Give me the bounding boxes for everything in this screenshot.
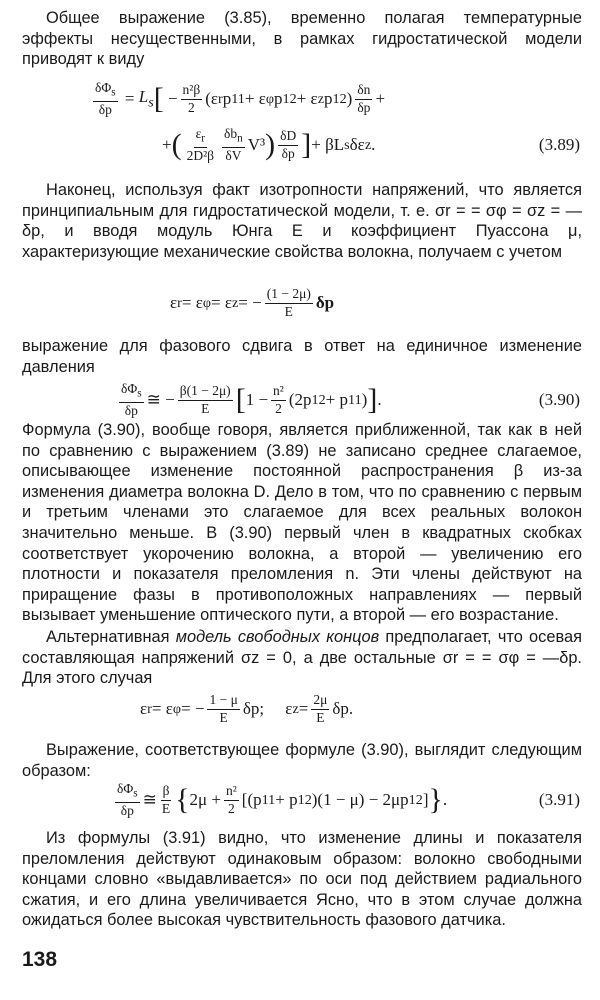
paragraph-free-ends: Альтернативная модель свободных концов предполагает, что осевая составляющая напряжений σz = 0, а две остальные σr = = σφ = —δp. Для этого случая — [22, 628, 582, 688]
equation-number-3-89: (3.89) — [538, 135, 580, 154]
equation-3-89-line2: + ( $\frac{\varepsilon_r}{\text{2D²β}}$ $\frac{\delta b_n}{\delta V}$ V³ ) $\frac{\delta D}{\delta p}$ ] + βL s δε z . (3.89) — [162, 126, 580, 163]
paragraph-isotropy: Наконец, используя факт изотропности напряжений, что является принципиальным для гидростатической модели, т. е. σr = = σφ = σz = —δp, и вводя модуль Юнга E и коэффициент Пуассона μ, характеризующие механические свойства волокна, получаем с учетом — [22, 181, 582, 261]
term-free-ends-model: модель свободных концов — [175, 628, 380, 646]
page-number: 138 — [22, 948, 58, 971]
paragraph-expression: Выражение, соответствующее формуле (3.90), выглядит следующим образом: — [22, 741, 582, 780]
paragraph-phase-shift: выражение для фазового сдвига в ответ на единичное изменение давления — [22, 337, 582, 376]
paragraph-intro: Общее выражение (3.85), временно полагая температурные эффекты несущественными, в рамках гидростатической модели приводят к виду — [22, 9, 582, 69]
paragraph-approximation: Формула (3.90), вообще говоря, является приближенной, так как в ней по сравнению с выражением (3.89) не записано среднее слагаемое, описывающее изменение постоянной распространения β из-за изменения диаметра волокна D. Дело в том, что по сравнению с первым и третьим членами это слагаемое для всех реальных волокон значительно меньше. В (3.90) первый член в квадратных скобках соответствует укорочению волокна, а второй — увеличению его плотности и показателя преломления n. Эти члены действуют на приращение фазы в противоположных направлениях — первый вызывает уменьшение оптического пути, а второй — его возрастание. — [22, 421, 582, 625]
equation-strain-hydrostatic: ε r = ε φ = ε z = − $\frac{(1 - 2\mu)}{E}$ δp — [170, 286, 335, 319]
equation-3-89-line1: $\frac{\delta\Phi_s}{\delta p}$ = $L_s$ [ − $\frac{\text{n²β}}{2}$ (ε r p 11 + ε φ p 12 + ε z p 12 ) $\frac{\delta n}{\delta p}$ + — [95, 80, 386, 117]
paragraph-conclusion: Из формулы (3.91) видно, что изменение длины и показателя преломления действуют одинаковым образом: волокно свободными концами словно «выдавливается» по оси под действием радиального сжатия, и его длина увеличивается Ясно, что в этом случае должна ожидаться более высокая чувствительность фазового датчика. — [22, 829, 582, 930]
equation-3-90: $\frac{\delta\Phi_s}{\delta p}$ ≅ − $\frac{\beta(1 - 2\mu)}{E}$ [ 1 − $\frac{\text{n²}}{2}$ (2p 12 + p 11 ) ] . (3.90) — [121, 381, 580, 418]
equation-number-3-90: (3.90) — [538, 390, 580, 409]
equation-number-3-91: (3.91) — [538, 790, 580, 809]
equation-strain-free-ends: ε r = ε φ = − $\frac{1 - \mu}{E}$ δp; ε z = $\frac{2\mu}{E}$ δp. — [140, 692, 354, 725]
equation-3-91: $\frac{\delta\Phi_s}{\delta p}$ ≅ $\frac{\beta}{E}$ { 2μ + $\frac{\text{n²}}{2}$ [(p 11 + p 12 )(1 − μ) − 2μp 12 ] } . (3.91) — [117, 781, 580, 818]
